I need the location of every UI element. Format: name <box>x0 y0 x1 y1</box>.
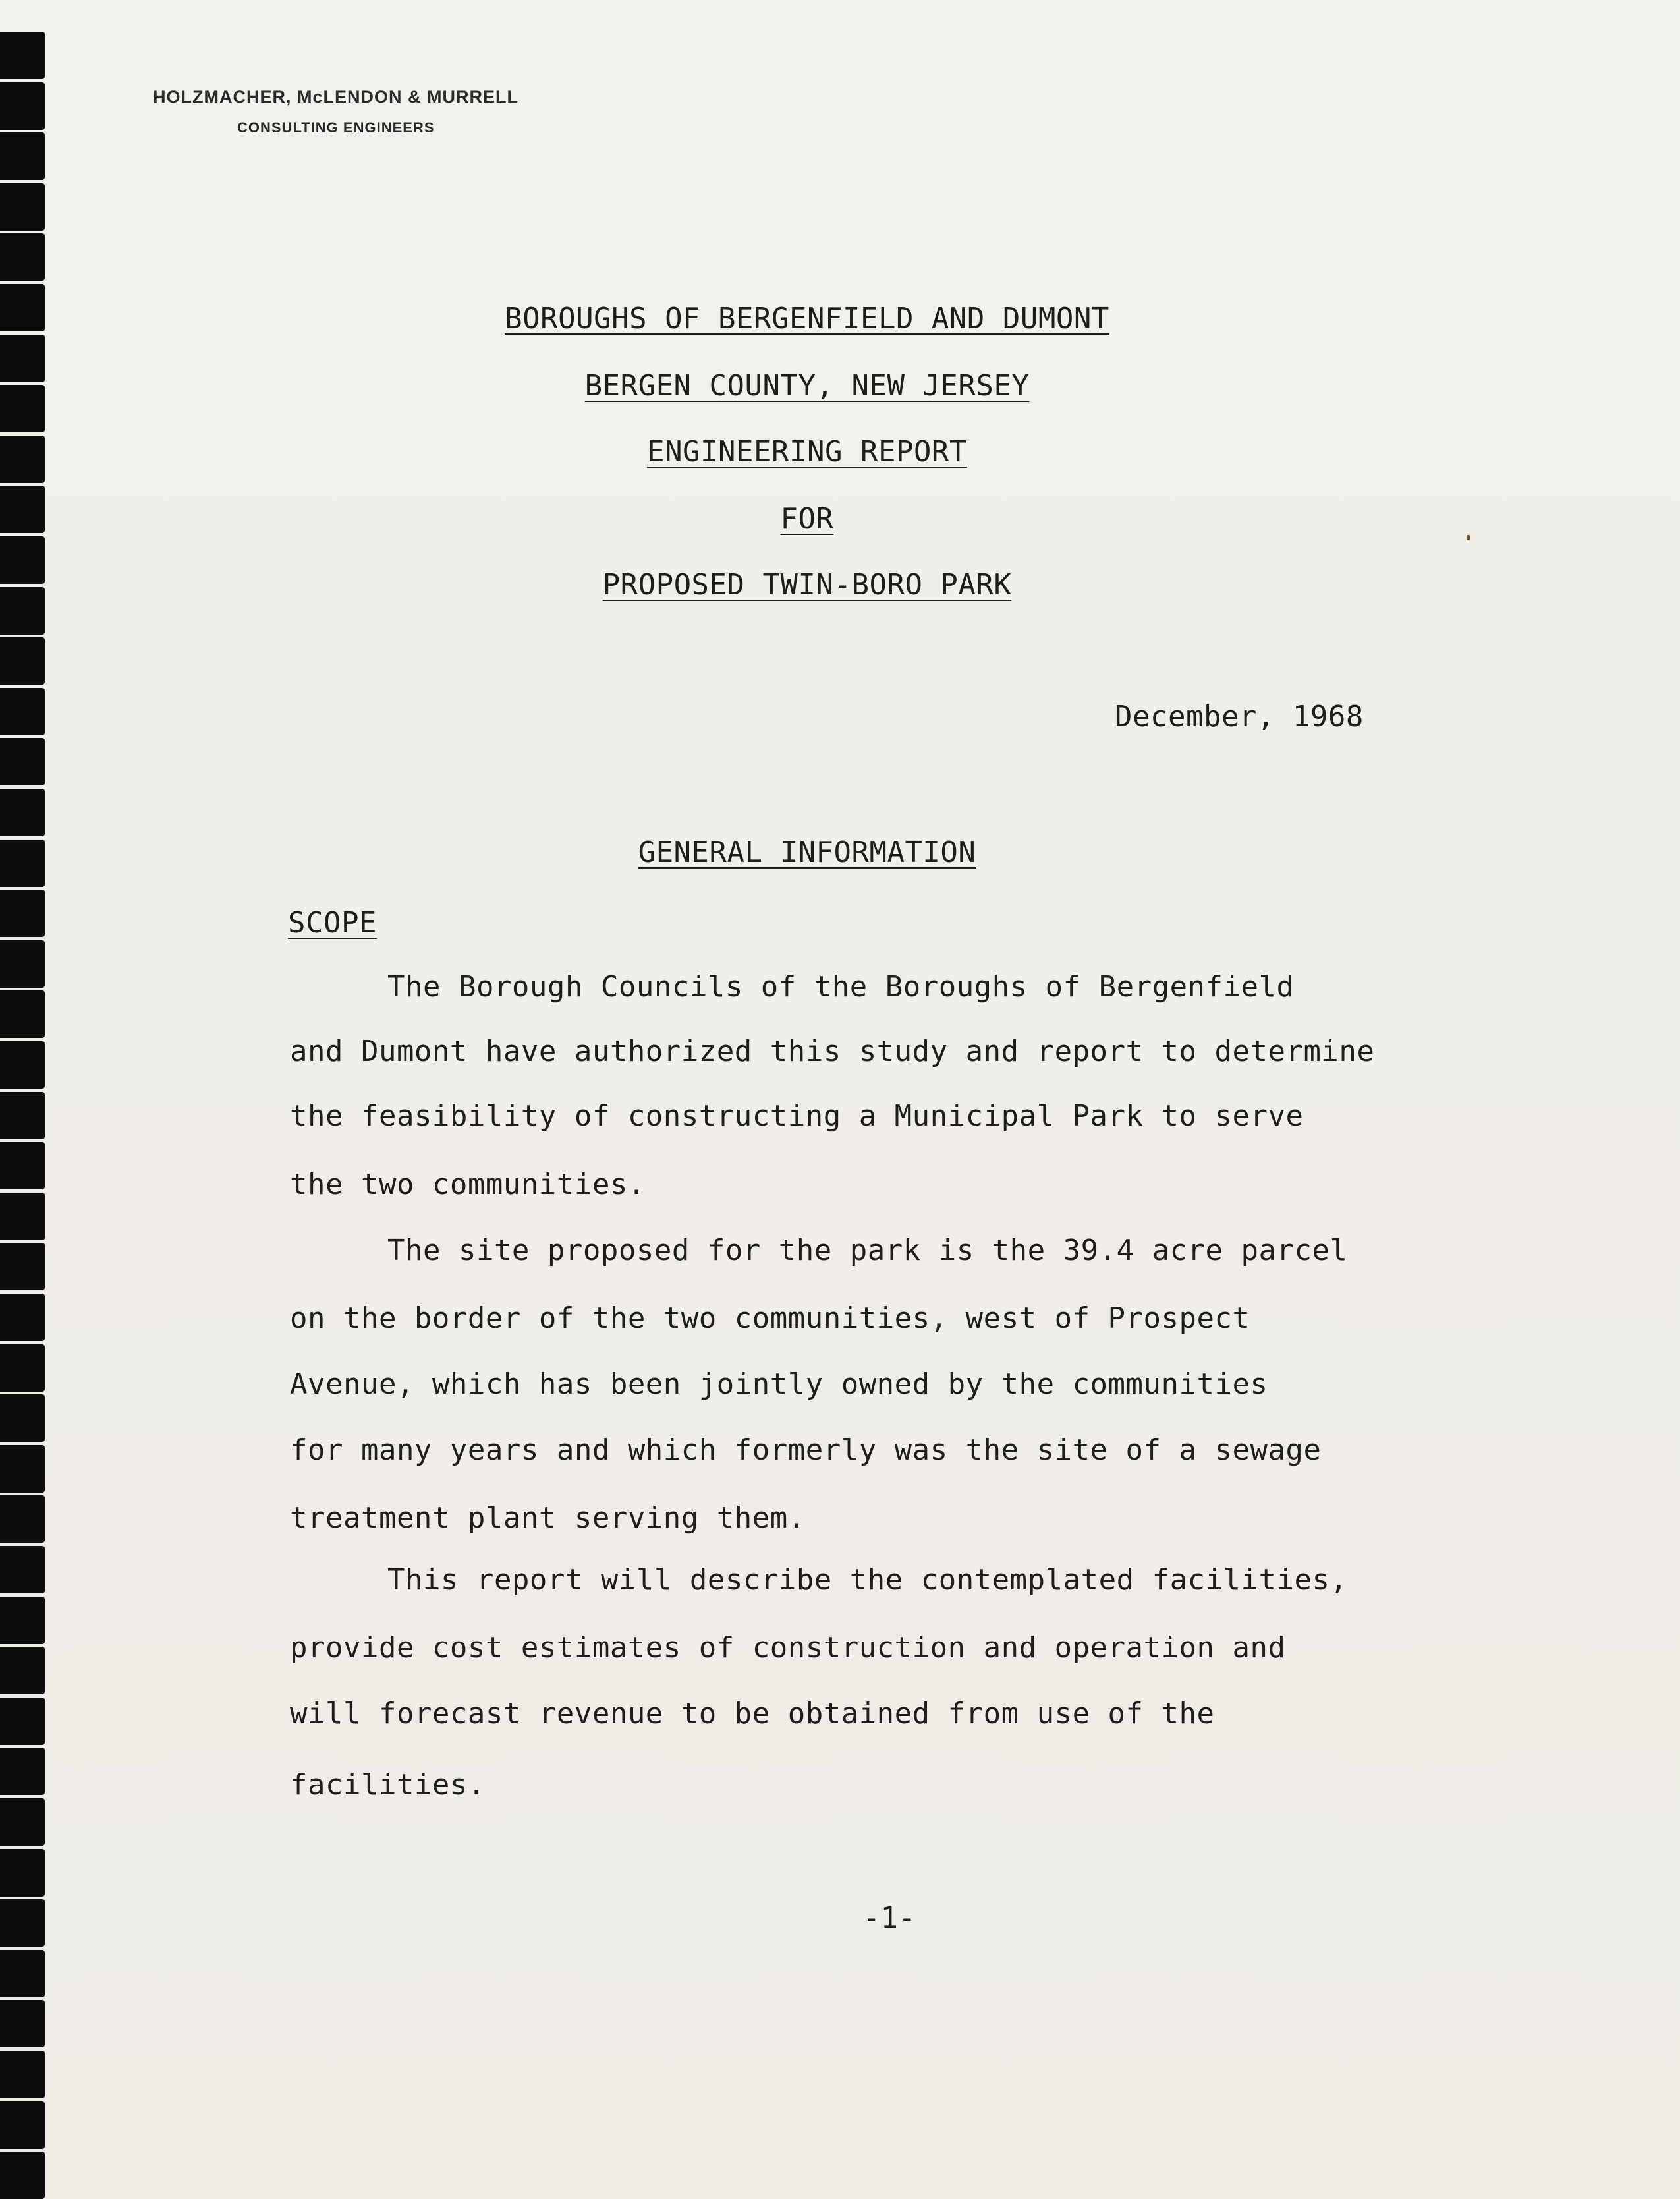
binding-slot <box>0 1698 45 1745</box>
binding-slot <box>0 990 45 1038</box>
binding-slot <box>0 688 45 735</box>
letterhead-firm-name: HOLZMACHER, McLENDON & MURRELL <box>153 87 518 107</box>
scope-heading: SCOPE <box>288 906 377 940</box>
binding-slot <box>0 1243 45 1290</box>
title-line-4: FOR <box>780 502 834 536</box>
binding-slot <box>0 1445 45 1493</box>
paragraph-line: and Dumont have authorized this study and report to determine <box>290 1035 1375 1068</box>
paragraph-line: facilities. <box>290 1768 486 1802</box>
binding-slot <box>0 2152 45 2199</box>
binding-slot <box>0 132 45 180</box>
paragraph-line: treatment plant serving them. <box>290 1501 806 1535</box>
page-number: -1- <box>862 1901 916 1935</box>
binding-slot <box>0 2051 45 2098</box>
binding-slot <box>0 2101 45 2149</box>
binding-slot <box>0 1041 45 1089</box>
paragraph-line: will forecast revenue to be obtained from use of the <box>290 1697 1215 1730</box>
report-date: December, 1968 <box>1115 700 1364 733</box>
binding-slot <box>0 1294 45 1341</box>
paragraph-line: The Borough Councils of the Boroughs of Bergenfield <box>387 970 1295 1004</box>
binding-slot <box>0 1597 45 1644</box>
binding-slot <box>0 82 45 130</box>
binding-slot <box>0 1546 45 1593</box>
paragraph-line: The site proposed for the park is the 39.4 acre parcel <box>387 1234 1348 1267</box>
binding-slot <box>0 1798 45 1846</box>
title-line-3: ENGINEERING REPORT <box>647 435 967 469</box>
binding-slot <box>0 1394 45 1442</box>
paragraph-line: the two communities. <box>290 1168 646 1201</box>
binding-slot <box>0 2000 45 2047</box>
binding-slot <box>0 1092 45 1139</box>
paragraph-line: on the border of the two communities, west of Prospect <box>290 1301 1250 1335</box>
binding-slot <box>0 789 45 836</box>
paragraph-line: provide cost estimates of construction and operation and <box>290 1631 1286 1665</box>
title-line-2: BERGEN COUNTY, NEW JERSEY <box>584 369 1030 403</box>
binding-slot <box>0 890 45 937</box>
paragraph-line: Avenue, which has been jointly owned by the communities <box>290 1367 1268 1401</box>
binding-slot <box>0 233 45 281</box>
title-line-1: BOROUGHS OF BERGENFIELD AND DUMONT <box>505 302 1109 335</box>
title-line-5: PROPOSED TWIN-BORO PARK <box>602 568 1012 602</box>
letterhead <box>153 87 518 136</box>
binding-slot <box>0 1950 45 1997</box>
binding-slot <box>0 1849 45 1897</box>
binding-slot <box>0 1142 45 1189</box>
binding-slot <box>0 738 45 785</box>
binding-slot <box>0 183 45 231</box>
binding-slot <box>0 1193 45 1240</box>
letterhead-subtitle: CONSULTING ENGINEERS <box>237 119 435 136</box>
binding-slot <box>0 1647 45 1694</box>
binding-slot <box>0 1495 45 1543</box>
binding-slot <box>0 32 45 79</box>
binding-slot <box>0 1344 45 1392</box>
binding-slot <box>0 940 45 988</box>
paragraph-line: This report will describe the contemplated facilities, <box>387 1563 1348 1597</box>
binding-slot <box>0 1748 45 1795</box>
paper-speck <box>1467 535 1470 540</box>
section-heading: GENERAL INFORMATION <box>638 836 976 869</box>
binding-slot <box>0 637 45 685</box>
paragraph-line: the feasibility of constructing a Municipal Park to serve <box>290 1099 1304 1133</box>
paragraph-line: for many years and which formerly was the site of a sewage <box>290 1433 1322 1467</box>
